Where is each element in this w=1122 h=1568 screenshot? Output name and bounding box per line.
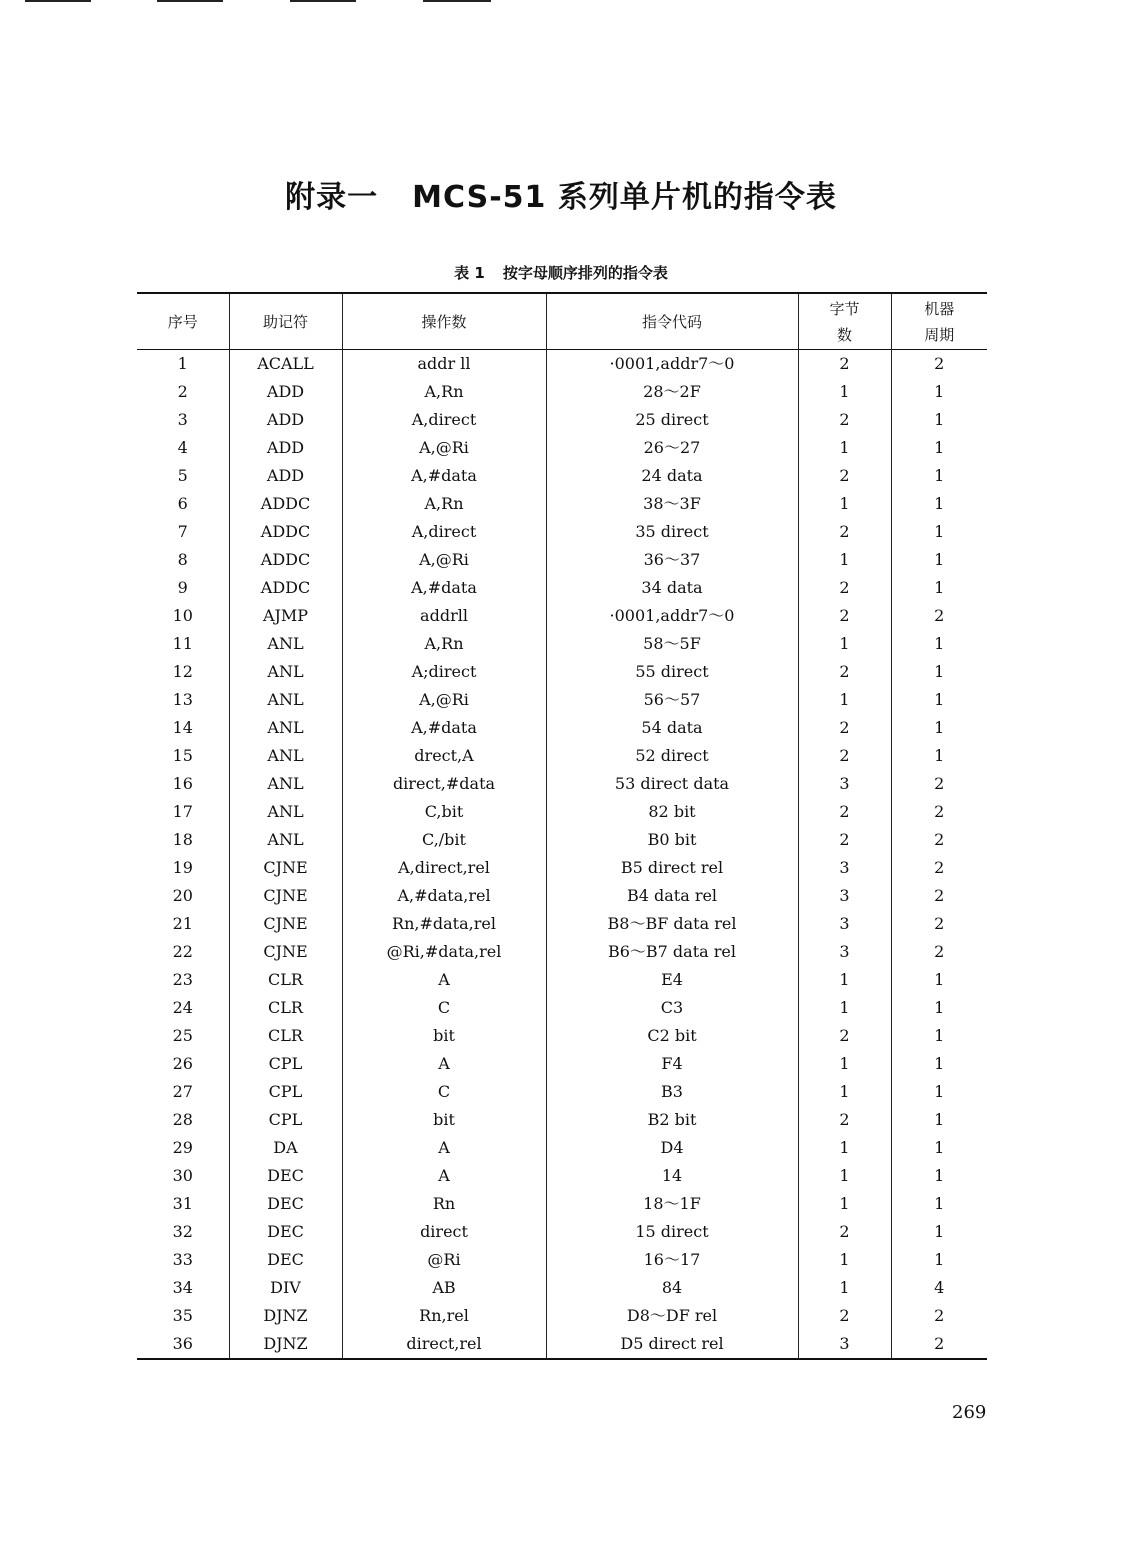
cell-no: 35 [172,1306,193,1325]
table-row [137,938,987,966]
cell-no: 21 [172,914,193,933]
header-operands: 操作数 [342,293,546,350]
cell-bytes: 1 [798,966,891,994]
table-row [137,826,987,854]
cell-operands: A,#data,rel [342,882,546,910]
header-mnemonic: 助记符 [229,293,342,350]
cell-operands: A,@Ri [342,434,546,462]
cell-mnemonic: CLR [229,1022,342,1050]
table-header-row [137,293,987,350]
cell-bytes: 3 [798,910,891,938]
cell-mnemonic: ADDC [229,490,342,518]
cell-bytes: 1 [798,1050,891,1078]
instruction-table [137,292,987,1360]
table-row [137,378,987,406]
cell-operands: direct,#data [342,770,546,798]
cell-mnemonic: AJMP [229,602,342,630]
table-row [137,910,987,938]
header-cycles-line1: 机器 [924,299,955,318]
caption-label: 表 1 [454,264,485,282]
cell-no: 34 [172,1278,193,1297]
cell-mnemonic: ADDC [229,546,342,574]
cell-bytes: 2 [798,350,891,379]
cell-mnemonic: CJNE [229,882,342,910]
table-row [137,574,987,602]
cell-operands: A,Rn [342,490,546,518]
cell-cycles: 2 [891,1330,987,1359]
cell-mnemonic: ADDC [229,518,342,546]
cell-operands: addrll [342,602,546,630]
cell-code: B2 bit [546,1106,798,1134]
cell-cycles: 1 [891,546,987,574]
cell-code: 14 [546,1162,798,1190]
cell-cycles: 2 [891,602,987,630]
cell-bytes: 2 [798,1022,891,1050]
header-code: 指令代码 [546,293,798,350]
header-no: 序号 [167,312,198,331]
cell-mnemonic: ACALL [229,350,342,379]
cell-code: 28～2F [546,378,798,406]
cell-bytes: 2 [798,658,891,686]
cell-code: B8～BF data rel [546,910,798,938]
cell-bytes: 2 [798,1302,891,1330]
cell-cycles: 2 [891,910,987,938]
cell-bytes: 1 [798,686,891,714]
cell-operands: drect,A [342,742,546,770]
cell-mnemonic: ANL [229,658,342,686]
cell-cycles: 1 [891,966,987,994]
cell-cycles: 2 [891,1302,987,1330]
cell-no: 23 [172,970,193,989]
cell-cycles: 1 [891,518,987,546]
cell-code: 55 direct [546,658,798,686]
cell-mnemonic: DA [229,1134,342,1162]
cell-code: C2 bit [546,1022,798,1050]
cell-no: 18 [172,830,193,849]
cell-operands: AB [342,1274,546,1302]
cell-bytes: 1 [798,378,891,406]
cell-mnemonic: DEC [229,1190,342,1218]
table-row [137,490,987,518]
cell-no: 33 [172,1250,193,1269]
cell-no: 1 [177,354,188,373]
cell-cycles: 1 [891,658,987,686]
cell-cycles: 1 [891,742,987,770]
scan-top-mark [423,0,491,2]
cell-bytes: 1 [798,1274,891,1302]
cell-operands: C [342,994,546,1022]
cell-operands: A,direct,rel [342,854,546,882]
cell-mnemonic: DIV [229,1274,342,1302]
cell-code: 36～37 [546,546,798,574]
cell-operands: bit [342,1106,546,1134]
cell-no: 9 [177,578,188,597]
cell-mnemonic: DJNZ [229,1302,342,1330]
header-cycles [891,293,987,350]
cell-no: 12 [172,662,193,681]
cell-no: 10 [172,606,193,625]
cell-operands: direct [342,1218,546,1246]
table-caption [0,262,1122,283]
cell-mnemonic: ANL [229,798,342,826]
cell-bytes: 3 [798,882,891,910]
table-row [137,658,987,686]
cell-mnemonic: ANL [229,742,342,770]
cell-bytes: 1 [798,994,891,1022]
scan-top-mark [157,0,223,2]
cell-bytes: 1 [798,490,891,518]
cell-bytes: 1 [798,630,891,658]
cell-code: 24 data [546,462,798,490]
table-row [137,854,987,882]
cell-operands: Rn,#data,rel [342,910,546,938]
cell-operands: addr ll [342,350,546,379]
cell-bytes: 1 [798,1162,891,1190]
cell-mnemonic: ADD [229,378,342,406]
cell-operands: A,Rn [342,378,546,406]
cell-mnemonic: ANL [229,770,342,798]
cell-mnemonic: ANL [229,686,342,714]
cell-cycles: 2 [891,938,987,966]
cell-mnemonic: ADD [229,462,342,490]
cell-mnemonic: ADDC [229,574,342,602]
cell-mnemonic: ADD [229,434,342,462]
cell-code: B6～B7 data rel [546,938,798,966]
table-row [137,1022,987,1050]
cell-code: 25 direct [546,406,798,434]
cell-bytes: 3 [798,1330,891,1359]
header-bytes [798,293,891,350]
cell-cycles: 1 [891,994,987,1022]
table-row [137,406,987,434]
cell-no: 15 [172,746,193,765]
header-cycles-line2: 周期 [924,325,955,344]
table-row [137,1302,987,1330]
cell-no: 28 [172,1110,193,1129]
table-row [137,770,987,798]
table-row [137,686,987,714]
cell-cycles: 4 [891,1274,987,1302]
cell-no: 25 [172,1026,193,1045]
cell-mnemonic: CJNE [229,910,342,938]
cell-no: 26 [172,1054,193,1073]
cell-operands: A [342,1050,546,1078]
cell-code: 18～1F [546,1190,798,1218]
cell-bytes: 2 [798,518,891,546]
cell-code: D4 [546,1134,798,1162]
cell-code: ·0001,addr7～0 [546,602,798,630]
header-bytes-line1: 字节 [829,299,860,318]
cell-operands: bit [342,1022,546,1050]
cell-code: B5 direct rel [546,854,798,882]
cell-mnemonic: ANL [229,826,342,854]
table-row [137,630,987,658]
cell-no: 13 [172,690,193,709]
cell-bytes: 1 [798,1134,891,1162]
cell-code: B3 [546,1078,798,1106]
cell-operands: A [342,966,546,994]
cell-operands: A,direct [342,406,546,434]
cell-cycles: 1 [891,1022,987,1050]
cell-cycles: 1 [891,490,987,518]
cell-no: 19 [172,858,193,877]
table-row [137,434,987,462]
cell-mnemonic: CLR [229,994,342,1022]
cell-no: 4 [177,438,188,457]
cell-operands: Rn [342,1190,546,1218]
cell-no: 11 [172,634,193,653]
cell-cycles: 1 [891,462,987,490]
cell-operands: direct,rel [342,1330,546,1359]
table-row [137,1330,987,1359]
cell-no: 6 [177,494,188,513]
cell-cycles: 1 [891,378,987,406]
table-row [137,1078,987,1106]
cell-operands: @Ri,#data,rel [342,938,546,966]
cell-cycles: 1 [891,1106,987,1134]
cell-code: F4 [546,1050,798,1078]
cell-bytes: 1 [798,434,891,462]
cell-bytes: 2 [798,742,891,770]
table-row [137,1274,987,1302]
cell-bytes: 2 [798,602,891,630]
cell-no: 2 [177,382,188,401]
cell-code: 16～17 [546,1246,798,1274]
scan-top-mark [25,0,91,2]
cell-cycles: 1 [891,1050,987,1078]
cell-cycles: 2 [891,854,987,882]
cell-no: 3 [177,410,188,429]
cell-code: 82 bit [546,798,798,826]
cell-code: E4 [546,966,798,994]
cell-operands: A,@Ri [342,546,546,574]
cell-cycles: 1 [891,714,987,742]
cell-bytes: 1 [798,1190,891,1218]
cell-operands: A,Rn [342,630,546,658]
cell-no: 32 [172,1222,193,1241]
cell-bytes: 2 [798,1218,891,1246]
cell-bytes: 2 [798,714,891,742]
cell-cycles: 1 [891,1190,987,1218]
cell-no: 20 [172,886,193,905]
cell-code: 15 direct [546,1218,798,1246]
table-row [137,1218,987,1246]
cell-bytes: 1 [798,1246,891,1274]
cell-code: ·0001,addr7～0 [546,350,798,379]
cell-no: 17 [172,802,193,821]
cell-bytes: 2 [798,1106,891,1134]
cell-code: C3 [546,994,798,1022]
cell-code: D8～DF rel [546,1302,798,1330]
cell-mnemonic: ANL [229,714,342,742]
cell-cycles: 1 [891,1218,987,1246]
cell-mnemonic: ANL [229,630,342,658]
cell-cycles: 1 [891,1078,987,1106]
cell-cycles: 1 [891,630,987,658]
cell-mnemonic: DEC [229,1246,342,1274]
caption-text: 按字母顺序排列的指令表 [502,264,668,282]
cell-operands: A,@Ri [342,686,546,714]
cell-no: 27 [172,1082,193,1101]
cell-cycles: 2 [891,826,987,854]
cell-cycles: 1 [891,1134,987,1162]
cell-operands: A,#data [342,574,546,602]
cell-bytes: 2 [798,462,891,490]
cell-code: D5 direct rel [546,1330,798,1359]
cell-no: 8 [177,550,188,569]
table-row [137,742,987,770]
table-body [137,350,987,1360]
table-row [137,966,987,994]
table-row [137,882,987,910]
cell-mnemonic: DJNZ [229,1330,342,1359]
cell-no: 36 [172,1334,193,1353]
cell-cycles: 2 [891,350,987,379]
table-row [137,1162,987,1190]
cell-bytes: 2 [798,826,891,854]
cell-mnemonic: CLR [229,966,342,994]
table-row [137,714,987,742]
cell-code: 35 direct [546,518,798,546]
cell-cycles: 2 [891,770,987,798]
header-bytes-line2: 数 [836,325,852,344]
cell-mnemonic: CPL [229,1106,342,1134]
cell-bytes: 1 [798,546,891,574]
table-row [137,1106,987,1134]
cell-operands: C,/bit [342,826,546,854]
cell-cycles: 2 [891,882,987,910]
cell-mnemonic: CJNE [229,854,342,882]
cell-cycles: 1 [891,434,987,462]
cell-mnemonic: DEC [229,1218,342,1246]
cell-no: 5 [177,466,188,485]
table-row [137,518,987,546]
cell-no: 7 [177,522,188,541]
cell-code: 58～5F [546,630,798,658]
cell-no: 24 [172,998,193,1017]
cell-operands: A,#data [342,462,546,490]
page-number: 269 [952,1402,987,1423]
table-row [137,350,987,379]
cell-cycles: 1 [891,686,987,714]
cell-no: 22 [172,942,193,961]
cell-code: 38～3F [546,490,798,518]
cell-cycles: 2 [891,798,987,826]
title-appendix: 附录一 [285,180,379,215]
cell-operands: A;direct [342,658,546,686]
cell-code: 54 data [546,714,798,742]
cell-no: 14 [172,718,193,737]
cell-cycles: 1 [891,1246,987,1274]
cell-mnemonic: CJNE [229,938,342,966]
table-row [137,462,987,490]
cell-operands: Rn,rel [342,1302,546,1330]
table-row [137,1050,987,1078]
cell-code: B0 bit [546,826,798,854]
table-row [137,1246,987,1274]
cell-code: 53 direct data [546,770,798,798]
cell-no: 30 [172,1166,193,1185]
cell-bytes: 3 [798,938,891,966]
cell-bytes: 2 [798,406,891,434]
table-row [137,602,987,630]
cell-bytes: 2 [798,798,891,826]
cell-bytes: 2 [798,574,891,602]
page-title [0,172,1122,216]
cell-no: 29 [172,1138,193,1157]
cell-mnemonic: CPL [229,1050,342,1078]
cell-cycles: 1 [891,406,987,434]
cell-cycles: 1 [891,1162,987,1190]
cell-cycles: 1 [891,574,987,602]
table-row [137,798,987,826]
cell-no: 31 [172,1194,193,1213]
cell-mnemonic: CPL [229,1078,342,1106]
table-row [137,994,987,1022]
cell-code: 84 [546,1274,798,1302]
cell-operands: A [342,1134,546,1162]
cell-code: 52 direct [546,742,798,770]
cell-code: 26～27 [546,434,798,462]
cell-operands: A [342,1162,546,1190]
cell-operands: C [342,1078,546,1106]
title-heading: MCS-51 系列单片机的指令表 [412,180,837,215]
cell-code: 34 data [546,574,798,602]
cell-operands: A,direct [342,518,546,546]
cell-bytes: 3 [798,770,891,798]
cell-no: 16 [172,774,193,793]
cell-operands: @Ri [342,1246,546,1274]
cell-operands: C,bit [342,798,546,826]
cell-operands: A,#data [342,714,546,742]
cell-mnemonic: DEC [229,1162,342,1190]
scan-top-mark [290,0,356,2]
table-row [137,1190,987,1218]
cell-mnemonic: ADD [229,406,342,434]
table-row [137,546,987,574]
cell-code: 56～57 [546,686,798,714]
cell-bytes: 1 [798,1078,891,1106]
cell-code: B4 data rel [546,882,798,910]
cell-bytes: 3 [798,854,891,882]
table-row [137,1134,987,1162]
